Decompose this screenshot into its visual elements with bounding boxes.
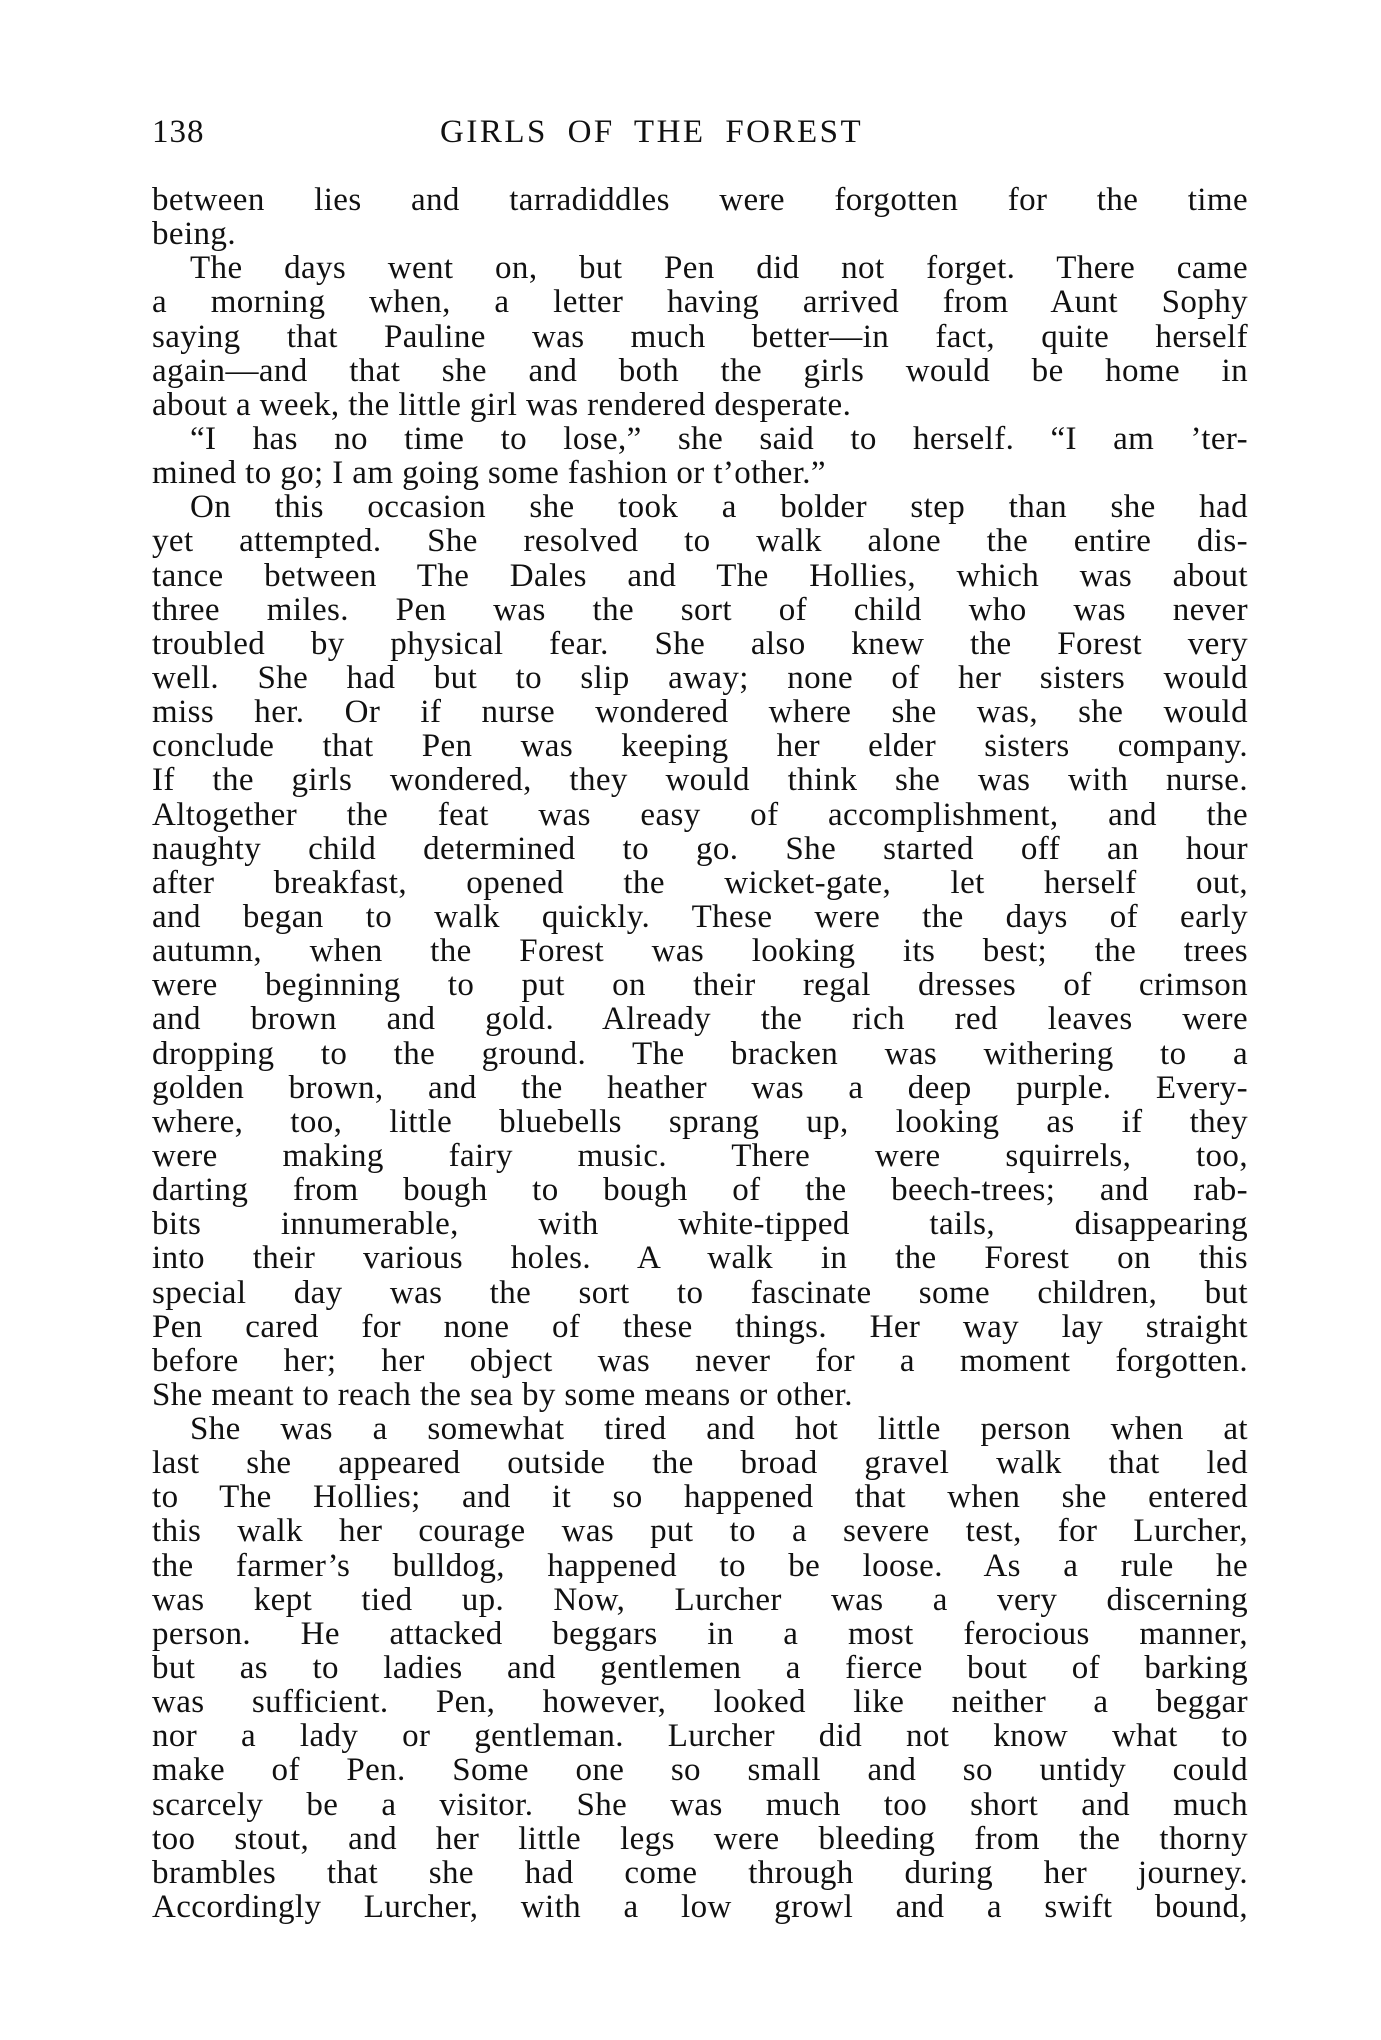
text-line: On this occasion she took a bolder step than she had — [190, 489, 1248, 526]
text-line: If the girls wondered, they would think she was with nurse. — [152, 762, 1248, 799]
text-line: the farmer’s bulldog, happened to be loose. As a rule he — [152, 1547, 1248, 1584]
text-line: about a week, the little girl was rendered desperate. — [152, 386, 852, 423]
text-line: troubled by physical fear. She also knew the Forest very — [152, 625, 1248, 662]
text-line: nor a lady or gentleman. Lurcher did not know what to — [152, 1718, 1248, 1755]
text-line: before her; her object was never for a moment forgotten. — [152, 1342, 1248, 1379]
text-line: too stout, and her little legs were bleeding from the thorny — [152, 1820, 1248, 1857]
text-line: mined to go; I am going some fashion or t’other.” — [152, 455, 826, 492]
text-line: to The Hollies; and it so happened that when she entered — [152, 1479, 1248, 1516]
text-line: were beginning to put on their regal dresses of crimson — [152, 967, 1248, 1004]
text-line: make of Pen. Some one so small and so untidy could — [152, 1752, 1248, 1789]
text-line: yet attempted. She resolved to walk alone the entire dis- — [152, 523, 1248, 560]
text-line: She meant to reach the sea by some means or other. — [152, 1376, 853, 1413]
text-line: a morning when, a letter having arrived from Aunt Sophy — [152, 284, 1248, 321]
text-line: but as to ladies and gentlemen a fierce bout of barking — [152, 1650, 1248, 1687]
text-line: this walk her courage was put to a severe test, for Lurcher, — [152, 1513, 1248, 1550]
text-line: saying that Pauline was much better—in fact, quite herself — [152, 318, 1248, 355]
text-line: darting from bough to bough of the beech-trees; and rab- — [152, 1172, 1248, 1209]
text-line: scarcely be a visitor. She was much too short and much — [152, 1786, 1248, 1823]
text-line: into their various holes. A walk in the Forest on this — [152, 1240, 1248, 1277]
text-line: She was a somewhat tired and hot little person when at — [190, 1411, 1248, 1448]
text-line: autumn, when the Forest was looking its best; the trees — [152, 933, 1248, 970]
text-line: miss her. Or if nurse wondered where she was, she would — [152, 694, 1248, 731]
text-line: being. — [152, 216, 236, 253]
text-line: tance between The Dales and The Hollies, which was about — [152, 557, 1248, 594]
text-line: and began to walk quickly. These were the days of early — [152, 898, 1248, 935]
text-line: conclude that Pen was keeping her elder sisters company. — [152, 728, 1248, 765]
text-line: brambles that she had come through during her journey. — [152, 1854, 1248, 1891]
text-line: person. He attacked beggars in a most ferocious manner, — [152, 1615, 1248, 1652]
text-line: and brown and gold. Already the rich red leaves were — [152, 1001, 1248, 1038]
text-line: Accordingly Lurcher, with a low growl and a swift bound, — [152, 1889, 1248, 1926]
page-number: 138 — [152, 114, 205, 150]
text-line: was sufficient. Pen, however, looked like neither a beggar — [152, 1684, 1248, 1721]
page-header — [150, 112, 1250, 152]
body-text — [152, 183, 1248, 1924]
text-line: was kept tied up. Now, Lurcher was a very discerning — [152, 1581, 1248, 1618]
text-line: were making fairy music. There were squirrels, too, — [152, 1137, 1248, 1174]
text-line: after breakfast, opened the wicket-gate, let herself out, — [152, 864, 1248, 901]
text-line: between lies and tarradiddles were forgotten for the time — [152, 182, 1248, 218]
text-line: The days went on, but Pen did not forget. There came — [190, 250, 1248, 287]
text-line: Altogether the feat was easy of accomplishment, and the — [152, 796, 1248, 833]
text-line: Pen cared for none of these things. Her way lay straight — [152, 1308, 1248, 1345]
text-line: last she appeared outside the broad gravel walk that led — [152, 1445, 1248, 1482]
text-line: special day was the sort to fascinate some children, but — [152, 1274, 1248, 1311]
text-line: well. She had but to slip away; none of her sisters would — [152, 659, 1248, 696]
text-line: “I has no time to lose,” she said to herself. “I am ’ter- — [190, 420, 1248, 457]
text-line: again—and that she and both the girls would be home in — [152, 352, 1248, 389]
text-line: naughty child determined to go. She started off an hour — [152, 830, 1248, 867]
text-line: bits innumerable, with white-tipped tails, disappearing — [152, 1206, 1248, 1243]
text-line: where, too, little bluebells sprang up, looking as if they — [152, 1103, 1248, 1140]
text-line: dropping to the ground. The bracken was withering to a — [152, 1035, 1248, 1072]
running-head: GIRLS OF THE FOREST — [440, 114, 864, 150]
text-line: golden brown, and the heather was a deep purple. Every- — [152, 1069, 1248, 1106]
text-line: three miles. Pen was the sort of child who was never — [152, 591, 1248, 628]
